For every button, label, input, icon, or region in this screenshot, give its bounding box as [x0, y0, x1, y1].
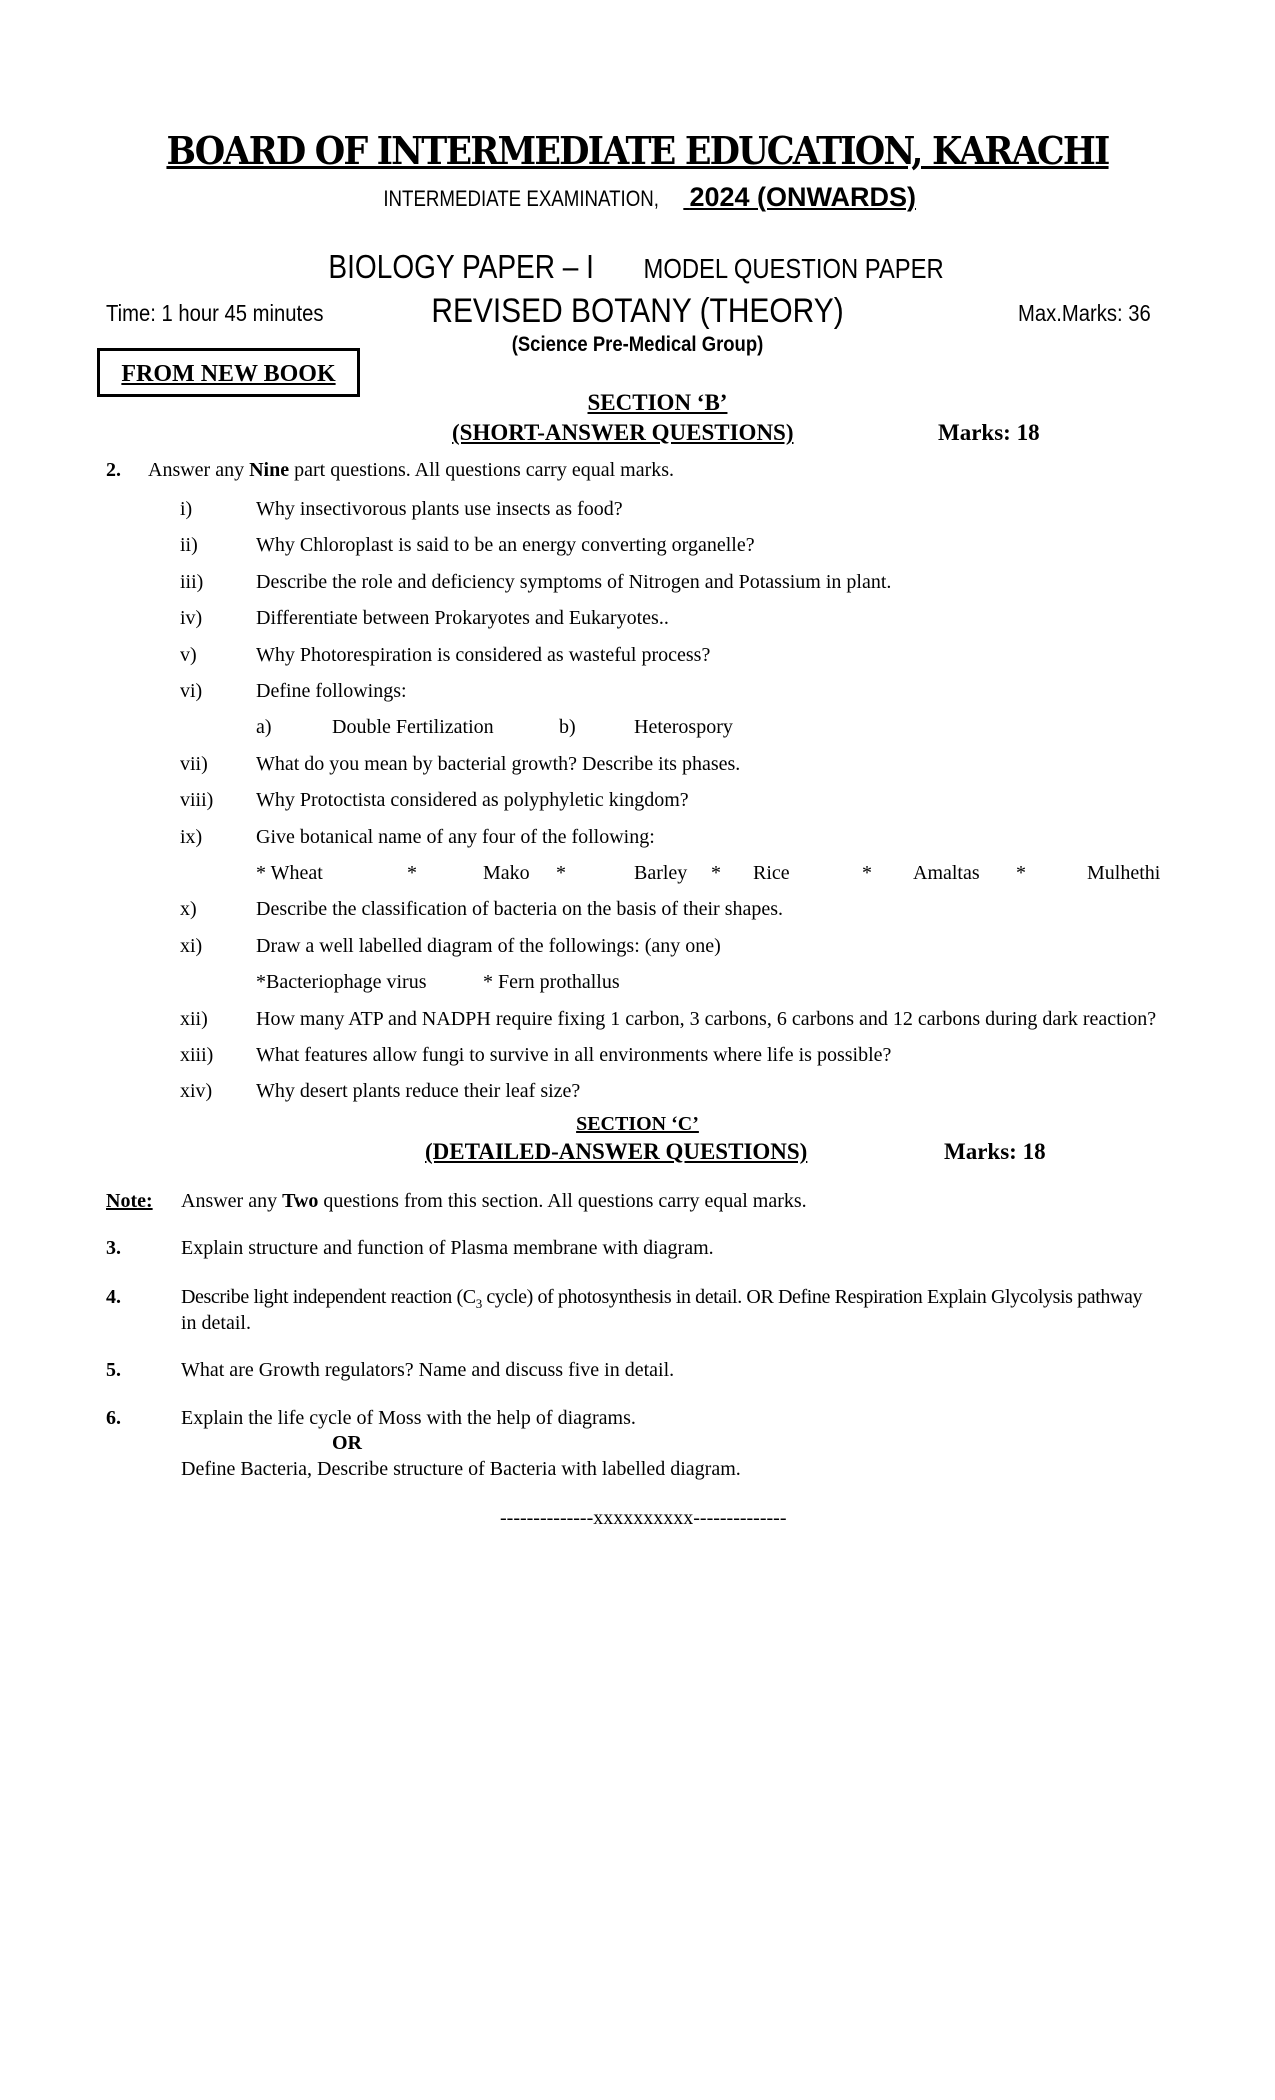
vi-a-label: a): [256, 716, 272, 739]
item-number: xi): [180, 934, 203, 957]
exam-year: 2024 (ONWARDS): [689, 182, 916, 212]
max-marks: Max.Marks: 36: [1018, 300, 1151, 326]
note-label: Note:: [106, 1190, 153, 1212]
q2-instruction: Answer any Nine part questions. All questions carry equal marks.: [148, 459, 675, 481]
plant-name: * Wheat: [256, 862, 323, 884]
plant-name: Mulhethi: [1087, 862, 1161, 884]
item-number: v): [180, 643, 197, 666]
item-number: ix): [180, 825, 203, 848]
section-c-title: SECTION ‘C’: [576, 1113, 699, 1135]
q5-number: 5.: [106, 1359, 121, 1381]
item-text: Describe the classification of bacteria on the basis of their shapes.: [256, 898, 784, 921]
item-number: xii): [180, 1007, 208, 1030]
q3-number: 3.: [106, 1237, 121, 1259]
section-c-marks: Marks: 18: [944, 1139, 1046, 1164]
section-b-marks: Marks: 18: [938, 420, 1040, 445]
item-number: vi): [180, 680, 203, 702]
item-text: Why desert plants reduce their leaf size?: [256, 1080, 581, 1103]
item-text: Define followings:: [256, 680, 407, 702]
q3-text: Explain structure and function of Plasma membrane with diagram.: [181, 1237, 714, 1259]
item-number: vii): [180, 752, 208, 775]
item-text: What do you mean by bacterial growth? Describe its phases.: [256, 752, 741, 775]
q6-text: Explain the life cycle of Moss with the help of diagrams.: [181, 1407, 636, 1429]
item-number: iv): [180, 607, 203, 630]
item-text: Draw a well labelled diagram of the followings: (any one): [256, 934, 721, 957]
paper-title: [0, 248, 1275, 286]
paper-title-main: BIOLOGY PAPER – I: [328, 248, 594, 285]
subject-title: REVISED BOTANY (THEORY): [431, 292, 844, 330]
q4-text: Describe light independent reaction ($C_3$ cycle) of photosynthesis in detail. OR Define Respiration Explain Glycolysis pathway: [181, 1286, 1143, 1311]
item-text: Give botanical name of any four of the following:: [256, 825, 655, 848]
item-text: What features allow fungi to survive in all environments where life is possible?: [256, 1044, 892, 1066]
item-text: Why Photorespiration is considered as wasteful process?: [256, 643, 711, 666]
item-number: xiv): [180, 1080, 213, 1103]
diagram-option: *Bacteriophage virus: [256, 971, 427, 994]
q4-number: 4.: [106, 1286, 121, 1308]
bullet-star: *: [556, 862, 566, 884]
bullet-star: *: [711, 862, 721, 884]
q2-number: 2.: [106, 459, 121, 481]
item-text: Differentiate between Prokaryotes and Eukaryotes..: [256, 607, 669, 630]
section-c-subtitle: (DETAILED-ANSWER QUESTIONS): [425, 1139, 808, 1164]
q6-number: 6.: [106, 1407, 121, 1429]
section-b-subtitle: (SHORT-ANSWER QUESTIONS): [452, 420, 794, 445]
paper-title-model: MODEL QUESTION PAPER: [643, 253, 944, 284]
plant-name: Barley: [634, 862, 688, 884]
item-text: Why Chloroplast is said to be an energy converting organelle?: [256, 534, 755, 557]
plant-name: Amaltas: [913, 862, 980, 884]
item-number: viii): [180, 789, 214, 812]
badge-text: FROM NEW BOOK: [121, 361, 336, 387]
q5-text: What are Growth regulators? Name and discuss five in detail.: [181, 1359, 675, 1381]
vi-b-label: b): [559, 716, 576, 739]
item-text: Describe the role and deficiency symptoms of Nitrogen and Potassium in plant.: [256, 570, 892, 593]
item-number: i): [180, 498, 193, 520]
note-text: Answer any Two questions from this section. All questions carry equal marks.: [181, 1190, 807, 1212]
end-marker: --------------xxxxxxxxxx--------------: [500, 1507, 787, 1529]
vi-b-text: Heterospory: [634, 716, 733, 739]
time: Time: 1 hour 45 minutes: [106, 300, 324, 326]
bullet-star: *: [407, 862, 417, 884]
item-text: Why insectivorous plants use insects as food?: [256, 498, 623, 520]
q6-or: OR: [332, 1432, 362, 1454]
item-text: How many ATP and NADPH require fixing 1 carbon, 3 carbons, 6 carbons and 12 carbons during dark reaction?: [256, 1007, 1157, 1030]
exam-prefix: INTERMEDIATE EXAMINATION,: [383, 186, 660, 211]
bullet-star: *: [862, 862, 872, 884]
item-number: ii): [180, 534, 198, 557]
q6-alt-text: Define Bacteria, Describe structure of Bacteria with labelled diagram.: [181, 1458, 741, 1480]
item-number: iii): [180, 570, 204, 593]
item-number: x): [180, 898, 197, 921]
board-title: BOARD OF INTERMEDIATE EDUCATION, KARACHI: [166, 128, 1109, 173]
item-text: Why Protoctista considered as polyphyletic kingdom?: [256, 789, 689, 812]
exam-line: [0, 182, 1275, 213]
diagram-option: * Fern prothallus: [483, 971, 620, 994]
plant-name: Mako: [483, 862, 530, 884]
bullet-star: *: [1016, 862, 1026, 884]
group: (Science Pre-Medical Group): [511, 333, 764, 356]
section-b-title: SECTION ‘B’: [587, 390, 728, 415]
item-number: xiii): [180, 1044, 214, 1066]
vi-a-text: Double Fertilization: [332, 716, 494, 739]
plant-name: Rice: [753, 862, 790, 884]
q4-text-cont: in detail.: [181, 1312, 251, 1334]
